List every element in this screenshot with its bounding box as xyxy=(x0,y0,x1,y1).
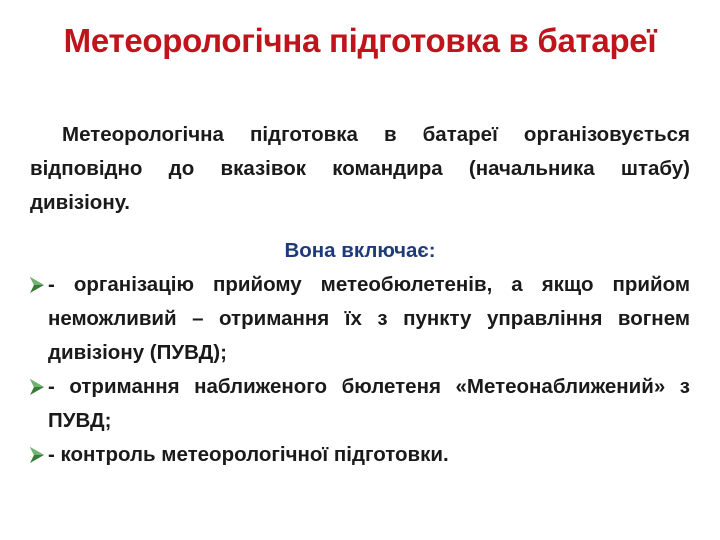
arrow-bullet-icon xyxy=(30,379,44,395)
list-item-text: - контроль метеорологічної підготовки. xyxy=(48,443,449,466)
list-item-text: - отримання наближеного бюлетеня «Метеонаближений» з ПУВД; xyxy=(48,375,690,432)
slide-title: Метеорологічна підготовка в батареї xyxy=(63,22,657,59)
list-item xyxy=(30,370,690,438)
list-item xyxy=(30,268,690,370)
list-item xyxy=(30,438,690,472)
arrow-bullet-icon xyxy=(30,447,44,463)
slide-body xyxy=(30,118,690,472)
list-item-text: - організацію прийому метеобюлетенів, а якщо прийом неможливий – отримання їх з пункту управління вогнем дивізіону (ПУВД); xyxy=(48,273,690,364)
bullet-list xyxy=(30,268,690,472)
subheading: Вона включає: xyxy=(284,239,436,262)
arrow-bullet-icon xyxy=(30,277,44,293)
intro-paragraph: Метеорологічна підготовка в батареї організовується відповідно до вказівок командира (начальника штабу) дивізіону. xyxy=(30,123,690,214)
